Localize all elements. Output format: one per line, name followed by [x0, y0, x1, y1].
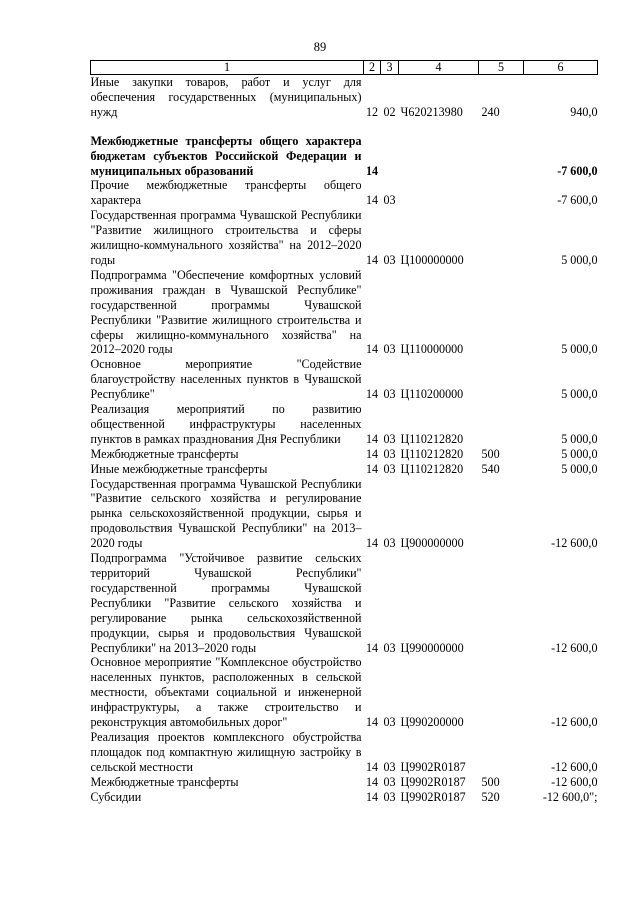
row-target-code: Ц990000000 — [400, 640, 464, 655]
table-row — [91, 477, 598, 552]
row-name: Межбюджетные трансферты — [90, 774, 239, 789]
row-section: 14 — [365, 163, 379, 178]
row-amount: -7 600,0 — [557, 193, 598, 208]
row-subsection: 03 — [383, 759, 396, 774]
row-expense-type: 500 — [481, 446, 500, 461]
table-row — [91, 268, 598, 357]
row-subsection: 03 — [383, 387, 396, 402]
table-row — [91, 730, 598, 775]
row-expense-type — [479, 477, 524, 552]
row-expense-type: 500 — [481, 774, 500, 789]
row-amount: -7 600,0 — [557, 163, 598, 178]
row-section: 14 — [365, 759, 379, 774]
row-name: Реализация мероприятий по развитию общественной инфраструктуры населенных пунктов в рамках празднования Дня Республики — [90, 402, 362, 446]
row-amount: -12 600,0 — [551, 715, 598, 730]
row-section: 12 — [365, 104, 379, 119]
row-expense-type — [479, 208, 524, 268]
row-section: 14 — [365, 715, 379, 730]
row-expense-type — [479, 134, 524, 179]
table-row — [91, 655, 598, 730]
row-expense-type — [479, 551, 524, 655]
row-amount: 5 000,0 — [561, 431, 598, 446]
row-section: 14 — [365, 387, 379, 402]
row-subsection: 03 — [383, 461, 396, 476]
row-expense-type — [479, 268, 524, 357]
row-target-code: Ц110212820 — [400, 446, 464, 461]
table-row — [91, 402, 598, 447]
row-name: Государственная программа Чувашской Республики "Развитие жилищного строительства и сферы жилищно-коммунального хозяйства" на 2012–2020 годы — [90, 208, 362, 267]
table-row — [91, 208, 598, 268]
header-col-3: 3 — [381, 61, 399, 75]
row-subsection: 03 — [383, 193, 396, 208]
row-target-code: Ц990200000 — [400, 715, 464, 730]
row-expense-type — [479, 402, 524, 447]
row-target-code — [399, 134, 479, 179]
row-name: Основное мероприятие "Содействие благоустройству населенных пунктов в Чувашской Республике" — [90, 357, 362, 402]
row-section: 14 — [365, 774, 379, 789]
row-expense-type — [479, 178, 524, 208]
row-subsection: 03 — [383, 536, 396, 551]
table-row — [91, 447, 598, 462]
row-subsection: 03 — [383, 774, 396, 789]
row-name: Подпрограмма "Обеспечение комфортных условий проживания граждан в Чувашской Республике" государственной программы Чувашской Республики "Развитие жилищного строительства и сферы жилищно-коммунального хозяйства" на 2012–2020 годы — [90, 267, 362, 357]
row-amount: -12 600,0 — [551, 640, 598, 655]
row-expense-type: 240 — [481, 104, 500, 119]
table-row — [91, 790, 598, 805]
row-target-code: Ц110212820 — [400, 461, 464, 476]
row-subsection: 03 — [383, 446, 396, 461]
row-target-code: Ц110000000 — [400, 342, 464, 357]
budget-table — [90, 60, 598, 805]
row-target-code: Ц110212820 — [400, 431, 464, 446]
row-amount: -12 600,0 — [551, 536, 598, 551]
header-col-4: 4 — [399, 61, 479, 75]
row-amount: -12 600,0 — [551, 759, 598, 774]
row-section: 14 — [365, 252, 379, 267]
row-subsection: 03 — [383, 431, 396, 446]
row-expense-type — [479, 357, 524, 402]
row-section: 14 — [365, 342, 379, 357]
row-subsection: 02 — [383, 104, 396, 119]
row-amount: 5 000,0 — [561, 387, 598, 402]
row-section: 14 — [365, 431, 379, 446]
row-expense-type — [479, 730, 524, 775]
table-header — [91, 61, 598, 75]
header-col-2: 2 — [364, 61, 381, 75]
spacer-row — [91, 120, 598, 134]
row-subsection: 03 — [383, 640, 396, 655]
row-target-code: Ц9902R0187 — [400, 789, 466, 804]
row-expense-type: 540 — [481, 461, 500, 476]
header-row — [91, 61, 598, 75]
row-name: Подпрограмма "Устойчивое развитие сельских территорий Чувашской Республики" государственной программы Чувашской Республики "Развитие сельского хозяйства и регулирование рынка сельскохозяйственной продукции, сырья и продовольствия Чувашской Республики" на 2013–2020 годы — [90, 551, 362, 655]
header-col-5: 5 — [479, 61, 524, 75]
row-target-code: Ц9902R0187 — [400, 759, 466, 774]
row-section: 14 — [365, 193, 379, 208]
row-amount: -12 600,0 — [551, 774, 598, 789]
row-subsection: 03 — [383, 252, 396, 267]
header-col-6: 6 — [524, 61, 598, 75]
row-expense-type: 520 — [481, 789, 500, 804]
row-amount: 5 000,0 — [561, 461, 598, 476]
row-section: 14 — [365, 640, 379, 655]
row-subsection: 03 — [383, 715, 396, 730]
row-name: Основное мероприятие "Комплексное обустройство населенных пунктов, расположенных в сельской местности, объектами социальной и инженерной инфраструктуры, а также строительство и реконструкция автомобильных дорог" — [90, 655, 362, 730]
table-row — [91, 775, 598, 790]
row-amount: 5 000,0 — [561, 446, 598, 461]
row-name: Прочие межбюджетные трансферты общего характера — [90, 178, 362, 208]
table-row — [91, 462, 598, 477]
row-name: Субсидии — [90, 789, 142, 804]
table-body — [91, 75, 598, 805]
row-expense-type — [479, 655, 524, 730]
table-row — [91, 134, 598, 179]
row-section: 14 — [365, 536, 379, 551]
row-subsection: 03 — [383, 789, 396, 804]
row-target-code: Ц900000000 — [400, 536, 464, 551]
row-target-code: Ц100000000 — [400, 252, 464, 267]
row-name: Иные межбюджетные трансферты — [90, 461, 268, 476]
row-name: Государственная программа Чувашской Республики "Развитие сельского хозяйства и регулирование рынка сельскохозяйственной продукции, сырья и продовольствия Чувашской Республики" на 2013–2020 годы — [90, 476, 362, 551]
row-section: 14 — [365, 446, 379, 461]
row-name: Межбюджетные трансферты общего характера бюджетам субъектов Российской Федерации и муниципальных образований — [90, 133, 362, 178]
row-amount: -12 600,0"; — [542, 789, 598, 804]
table-row — [91, 357, 598, 402]
row-target-code: Ц9902R0187 — [400, 774, 466, 789]
row-name: Реализация проектов комплексного обустройства площадок под компактную жилищную застройку в сельской местности — [90, 729, 362, 774]
row-section: 14 — [365, 789, 379, 804]
row-amount: 5 000,0 — [561, 252, 598, 267]
header-col-1: 1 — [91, 61, 364, 75]
table-row — [91, 178, 598, 208]
row-subsection — [381, 134, 399, 179]
row-name: Межбюджетные трансферты — [90, 446, 239, 461]
row-target-code: Ц110200000 — [400, 387, 464, 402]
row-section: 14 — [365, 461, 379, 476]
row-target-code: Ч620213980 — [400, 104, 463, 119]
page-number: 89 — [313, 40, 327, 54]
row-name: Иные закупки товаров, работ и услуг для обеспечения государственных (муниципальных) нужд — [90, 75, 362, 119]
row-target-code — [399, 178, 479, 208]
row-amount: 940,0 — [570, 104, 598, 119]
row-amount: 5 000,0 — [561, 342, 598, 357]
row-subsection: 03 — [383, 342, 396, 357]
table-row — [91, 551, 598, 655]
table-row — [91, 75, 598, 120]
